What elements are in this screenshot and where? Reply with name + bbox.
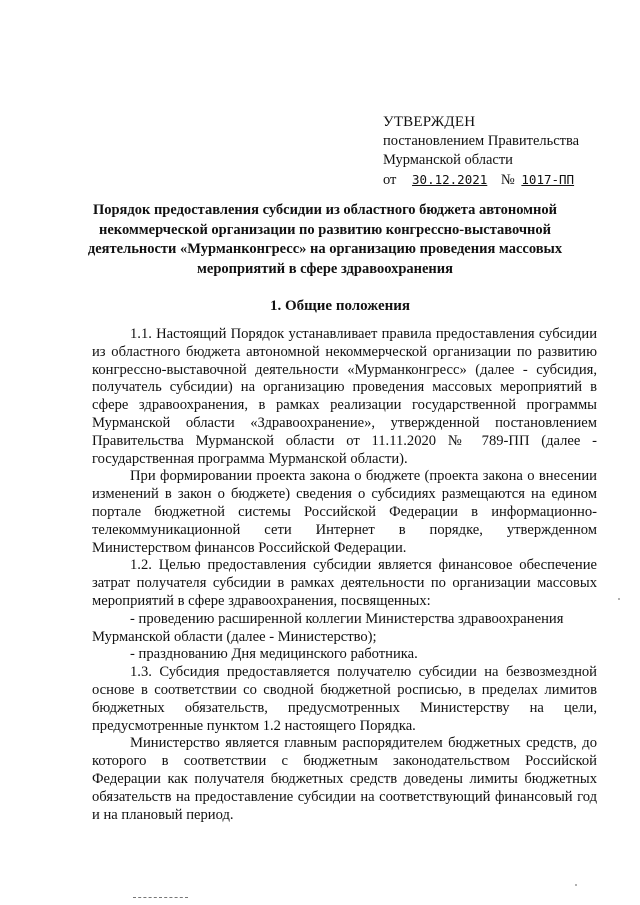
document-title: Порядок предоставления субсидии из областного бюджета автономной некоммерческой организации по развитию конгрессно-выставочной деятельности «Мурманконгресс» на организацию проведения массовых мероприятий в сфере здравоохранения: [87, 202, 563, 277]
document-body: [92, 326, 597, 824]
scan-dot: [575, 884, 577, 886]
approval-number-sign: №: [500, 172, 515, 188]
approval-line-region: Мурманской области: [383, 152, 513, 168]
paragraph-ministry: Министерство является главным распорядителем бюджетных средств, до которого в соответствии с бюджетным законодательством Российской Федерации как получателя бюджетных средств доведены лимиты бюджетных обязательств на предоставление субсидии на соответствующий финансовый год и на плановый период.: [92, 735, 597, 823]
paragraph-1-2: 1.2. Целью предоставления субсидии является финансовое обеспечение затрат получателя субсидии в рамках деятельности по организации массовых мероприятий в сфере здравоохранения, посвященных:: [92, 557, 597, 609]
approval-from-label: от: [383, 172, 397, 188]
footer-scan-mark: [133, 897, 188, 898]
list-item-collegium-cont: Мурманской области (далее - Министерство);: [92, 628, 377, 645]
approval-block: [383, 113, 579, 190]
approval-line-decree: постановлением Правительства: [383, 133, 580, 149]
list-item-medical-day: - празднованию Дня медицинского работника.: [130, 646, 418, 663]
paragraph-budget-draft: При формировании проекта закона о бюджете (проекта закона о внесении изменений в закон о бюджете) сведения о субсидиях размещаются на едином портале бюджетной системы Российской Федерации в информационно-телекоммуникационной сети Интернет в порядке, утвержденном Министерством финансов Российской Федерации.: [92, 468, 597, 556]
scan-dot: [618, 598, 620, 600]
list-item-collegium: - проведению расширенной коллегии Министерства здравоохранения: [130, 610, 564, 627]
approval-date: 30.12.2021: [412, 172, 488, 187]
approval-date-line: [383, 170, 579, 190]
section-title: 1. Общие положения: [269, 298, 411, 314]
paragraph-1-3: 1.3. Субсидия предоставляется получателю субсидии на безвозмездной основе в соответствии со сводной бюджетной росписью, в пределах лимитов бюджетных обязательств, предусмотренных Министерству на цели, предусмотренные пунктом 1.2 настоящего Порядка.: [92, 664, 597, 734]
approval-heading: УТВЕРЖДЕН: [383, 114, 476, 130]
approval-number: 1017-ПП: [521, 172, 575, 187]
paragraph-1-1: 1.1. Настоящий Порядок устанавливает правила предоставления субсидии из областного бюджета автономной некоммерческой организации по развитию конгрессно-выставочной деятельности «Мурманконгресс» (далее - субсидия, получатель субсидии) на организацию проведения массовых мероприятий в сфере здравоохранения, в рамках реализации государственной программы Мурманской области «Здравоохранение», утвержденной постановлением Правительства Мурманской области от 11.11.2020 № 789-ПП (далее - государственная программа Мурманской области).: [92, 326, 597, 467]
